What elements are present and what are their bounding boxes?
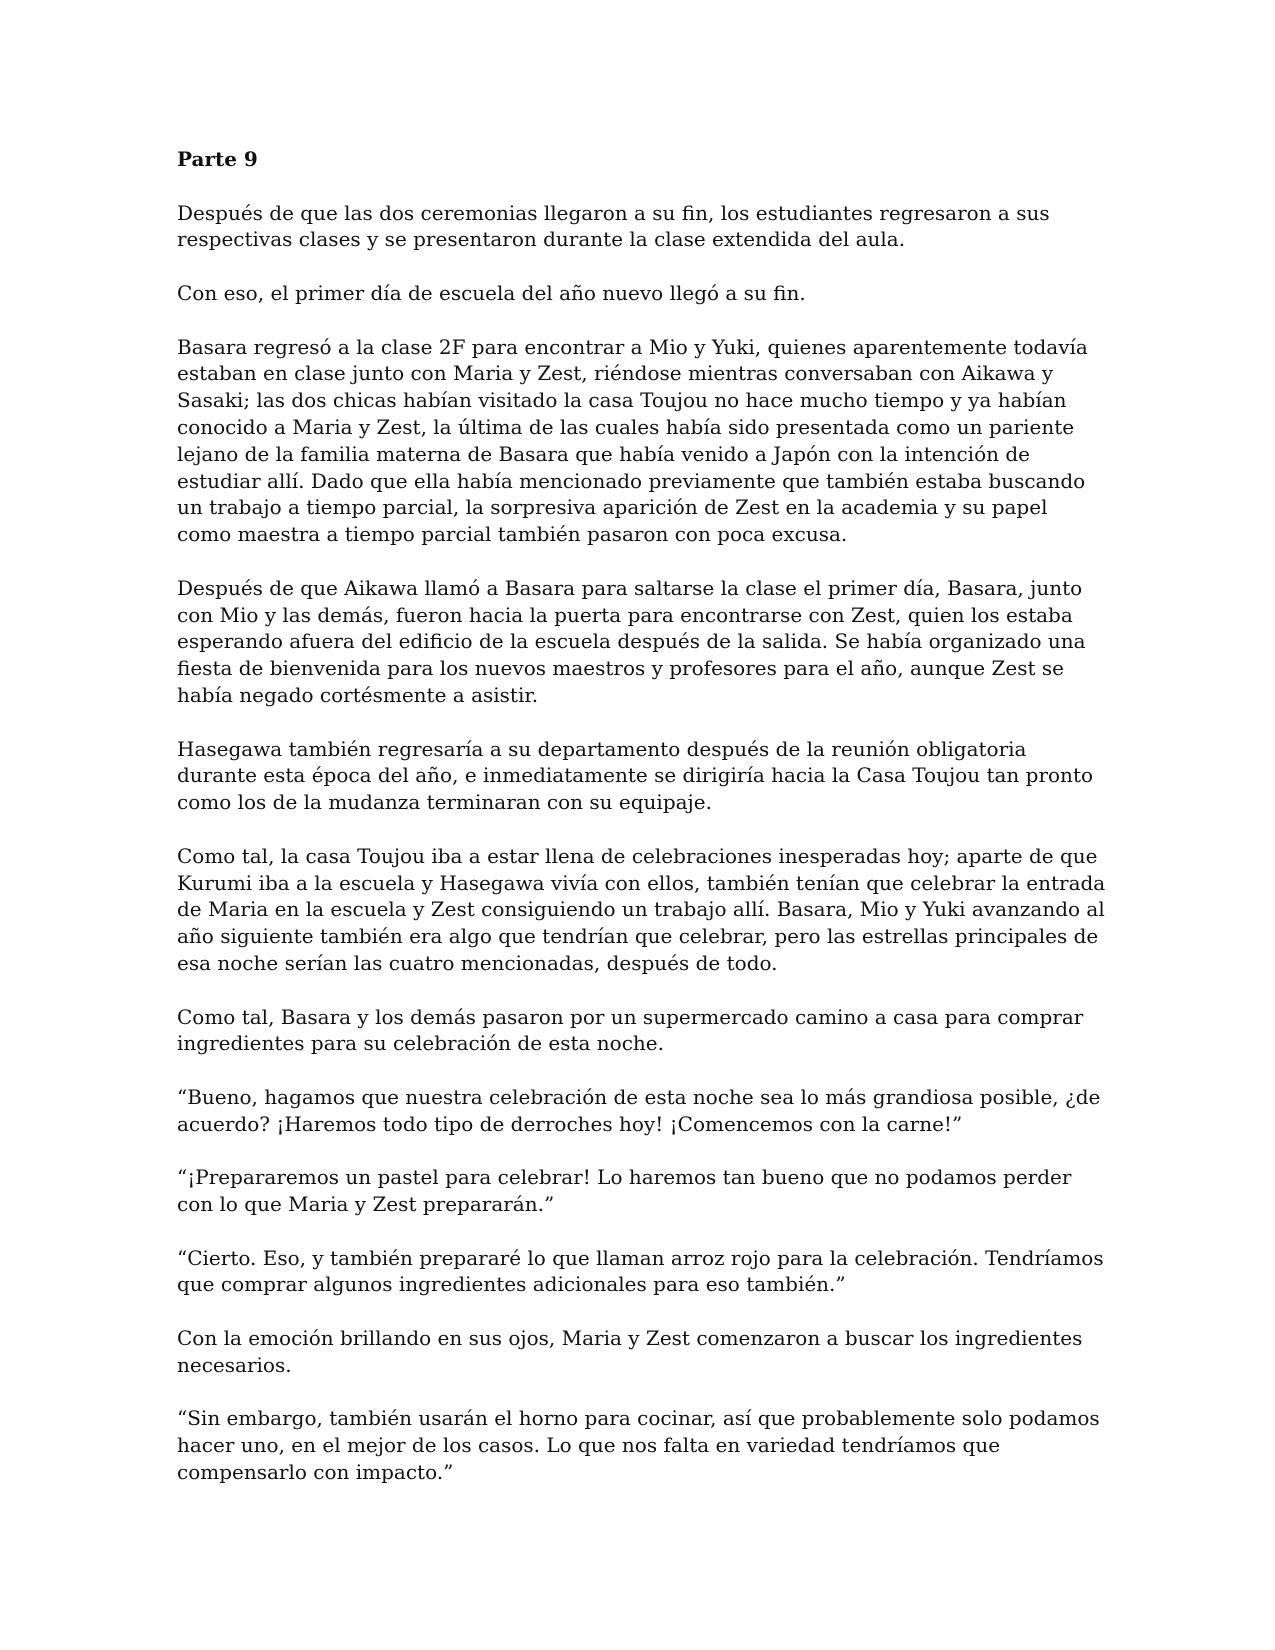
document-page [177,146,1107,1513]
paragraph: Hasegawa también regresaría a su departamento después de la reunión obligatoria durante esta época del año, e inmediatamente se dirigiría hacia la Casa Toujou tan pronto como los de la mudanza terminaran con su equipaje. [177,736,1094,815]
paragraph: Basara regresó a la clase 2F para encontrar a Mio y Yuki, quienes aparentemente todavía estaban en clase junto con Maria y Zest, riéndose mientras conversaban con Aikawa y Sasaki; las dos chicas habían visitado la casa Toujou no hace mucho tiempo y ya habían conocido a Maria y Zest, la última de las cuales había sido presentada como un pariente lejano de la familia materna de Basara que había venido a Japón con la intención de estudiar allí. Dado que ella había mencionado previamente que también estaba buscando un trabajo a tiempo parcial, la sorpresiva aparición de Zest en la academia y su papel como maestra a tiempo parcial también pasaron con poca excusa. [177,334,1088,547]
paragraph: Con eso, el primer día de escuela del año nuevo llegó a su fin. [177,280,806,305]
paragraph: Con la emoción brillando en sus ojos, Maria y Zest comenzaron a buscar los ingredientes necesarios. [177,1326,1083,1377]
dialogue-paragraph: “¡Prepararemos un pastel para celebrar! Lo haremos tan bueno que no podamos perder con lo que Maria y Zest prepararán.” [177,1165,1072,1217]
paragraph: Después de que las dos ceremonias llegaron a su fin, los estudiantes regresaron a sus respectivas clases y se presentaron durante la clase extendida del aula. [177,200,1050,252]
paragraph: Como tal, Basara y los demás pasaron por un supermercado camino a casa para comprar ingredientes para su celebración de esta noche. [177,1004,1084,1056]
dialogue-paragraph: “Sin embargo, también usarán el horno para cocinar, así que probablemente solo podamos hacer uno, en el mejor de los casos. Lo que nos falta en variedad tendríamos que compensarlo con impacto.” [177,1406,1100,1485]
dialogue-paragraph: “Bueno, hagamos que nuestra celebración de esta noche sea lo más grandiosa posible, ¿de acuerdo? ¡Haremos todo tipo de derroches hoy! ¡Comencemos con la carne!” [177,1084,1101,1136]
paragraph: Como tal, la casa Toujou iba a estar llena de celebraciones inesperadas hoy; aparte de que Kurumi iba a la escuela y Hasegawa vivía con ellos, también tenían que celebrar la entrada de Maria en la escuela y Zest consiguiendo un trabajo allí. Basara, Mio y Yuki avanzando al año siguiente también era algo que tendrían que celebrar, pero las estrellas principales de esa noche serían las cuatro mencionadas, después de todo. [177,843,1106,975]
paragraph: Después de que Aikawa llamó a Basara para saltarse la clase el primer día, Basara, junto con Mio y las demás, fueron hacia la puerta para encontrarse con Zest, quien los estaba esperando afuera del edificio de la escuela después de la salida. Se había organizado una fiesta de bienvenida para los nuevos maestros y profesores para el año, aunque Zest se había negado cortésmente a asistir. [177,575,1086,707]
dialogue-paragraph: “Cierto. Eso, y también prepararé lo que llaman arroz rojo para la celebración. Tendríamos que comprar algunos ingredientes adicionales para eso también.” [177,1245,1104,1297]
section-heading: Parte 9 [177,147,258,171]
